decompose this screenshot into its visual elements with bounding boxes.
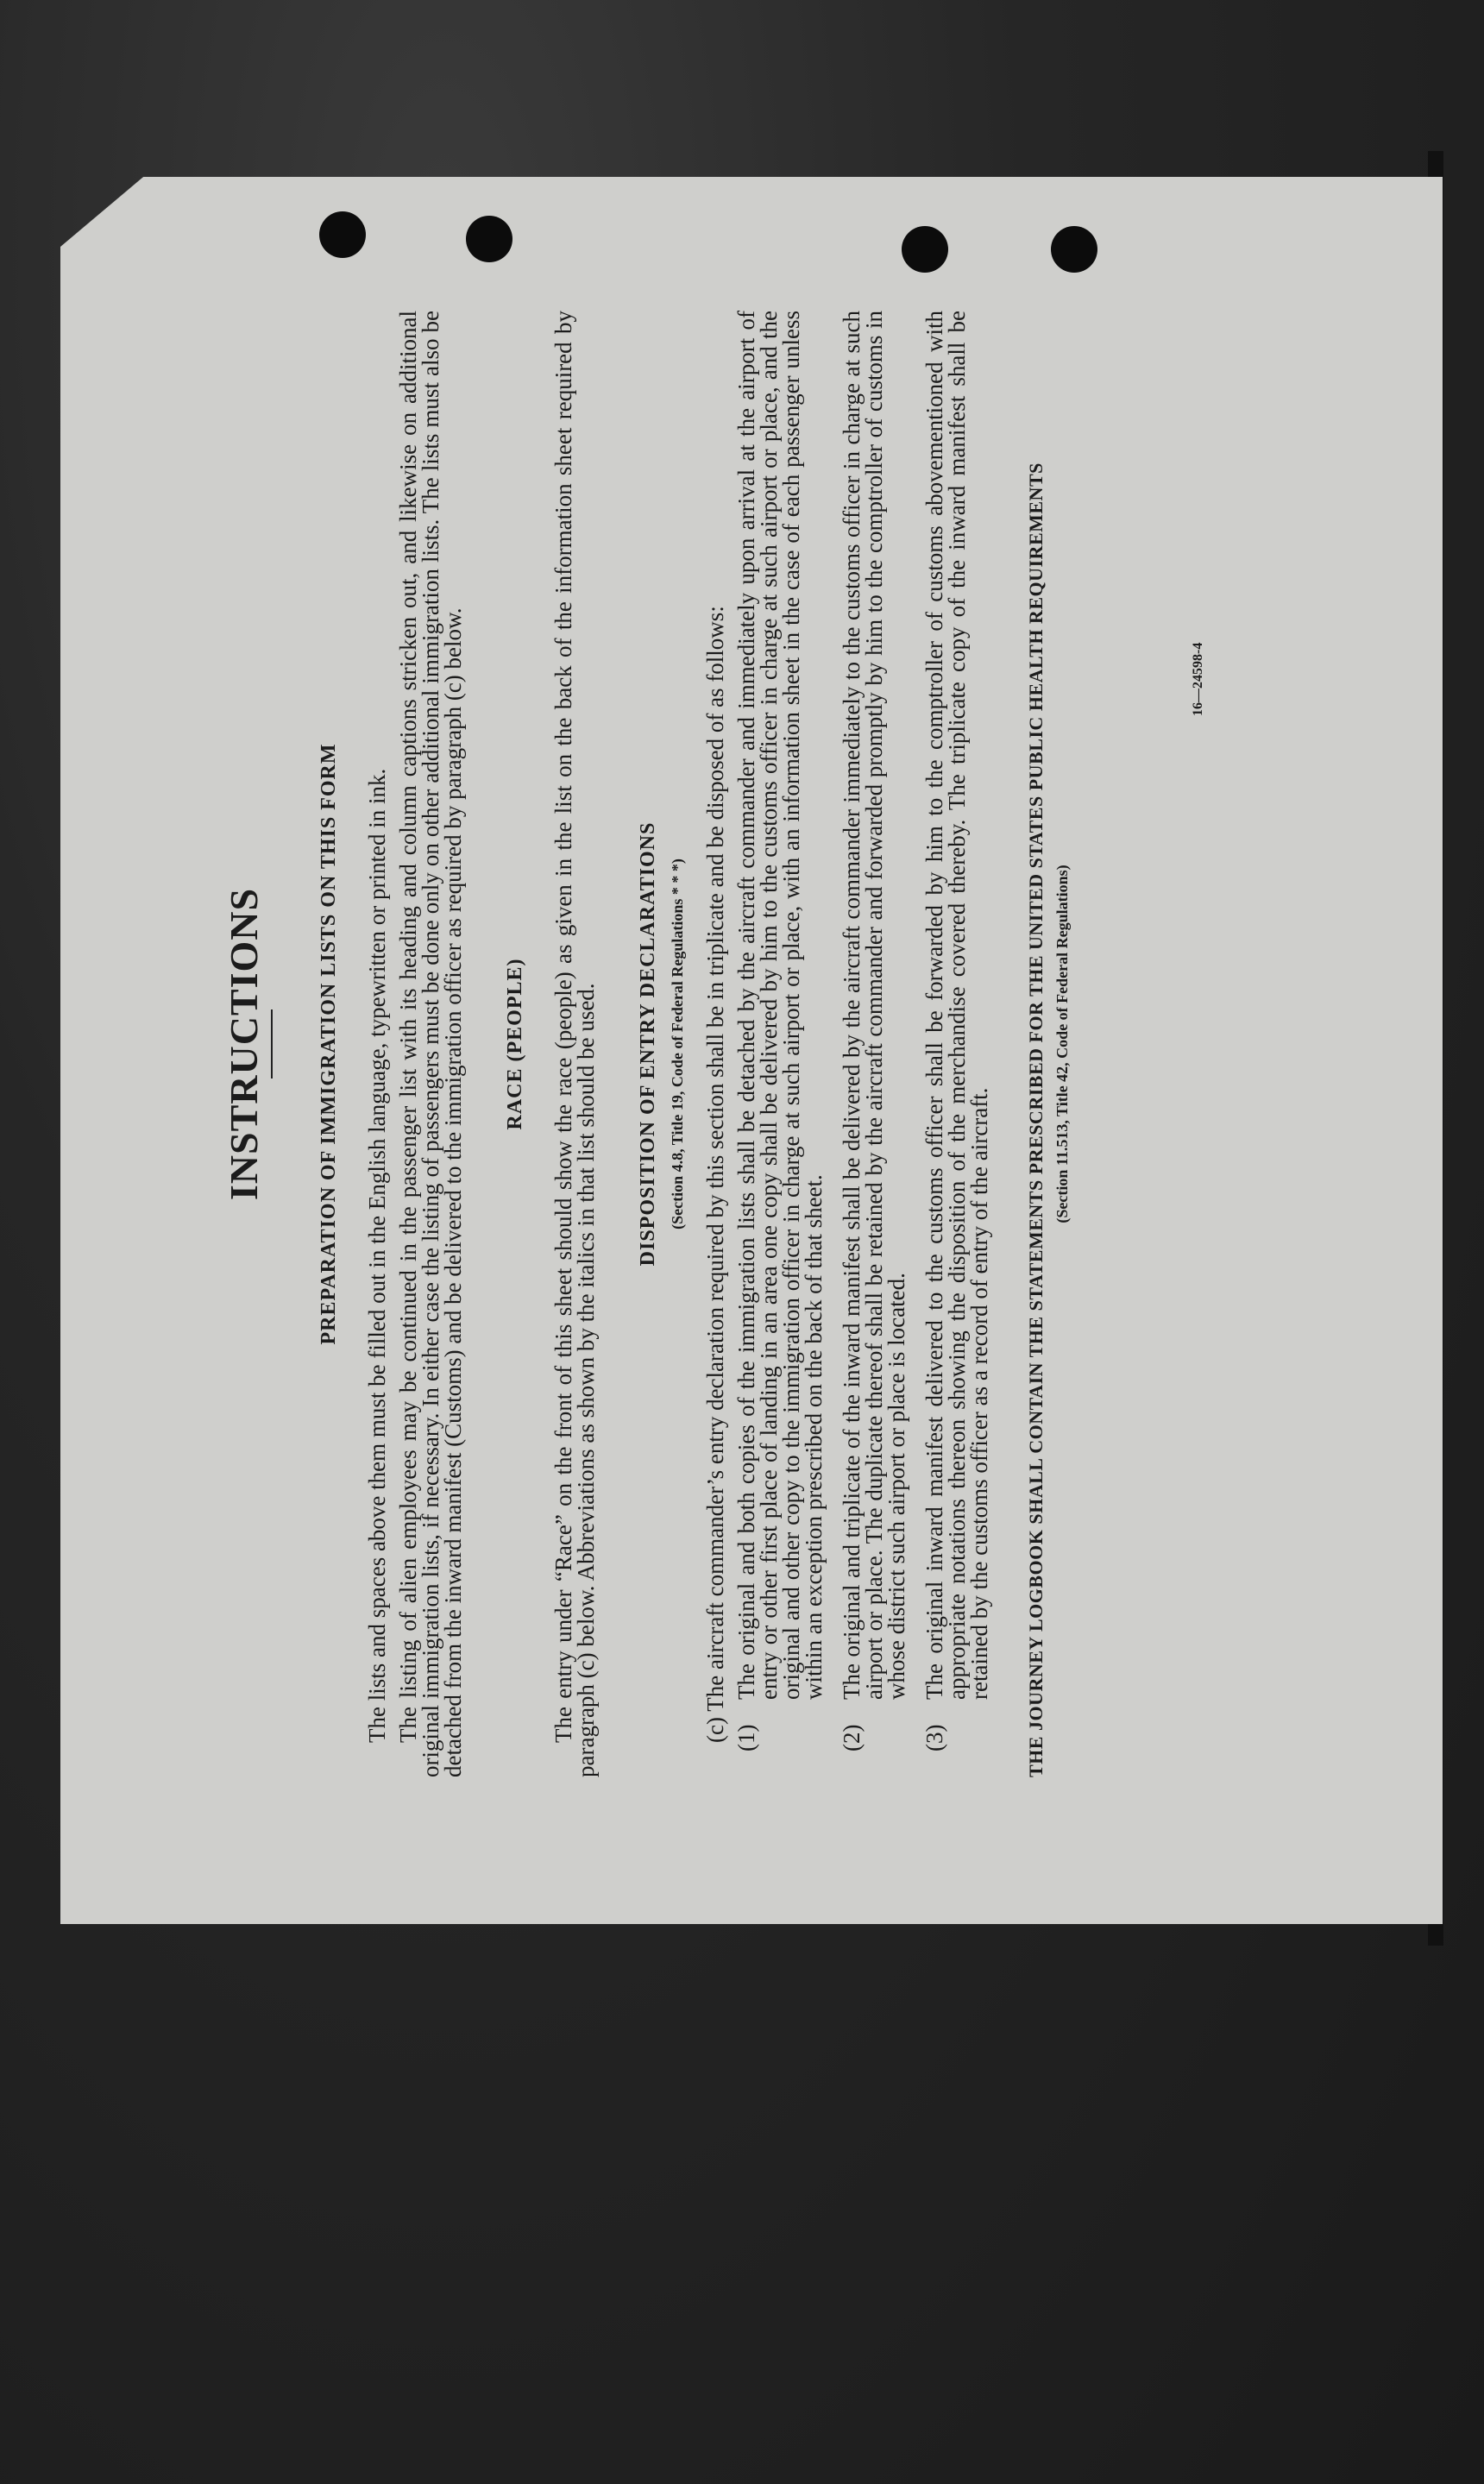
item-text: The original and both copies of the immigration lists shall be detached by the aircraft commander and immediately upon arrival at the airport of entry or other first place of landing in an area one copy shall be delivered by him to the customs officer in charge at such airport or place, and the original and other copy to the immigration officer in charge at such airport or place, with an information sheet in the case of each passenger unless within an exception prescribed on the back of that sheet. bbox=[733, 311, 827, 1700]
list-item bbox=[923, 311, 990, 1777]
document-body bbox=[222, 311, 1089, 1777]
item-text: The original inward manifest delivered to the customs officer shall be forwarded by him to the comptroller of customs abovementioned with appropriate notations thereon showing the disposition of the merchandise covered thereby. The triplicate copy of the inward manifest shall be retained by the customs officer as a record of entry of the aircraft. bbox=[921, 311, 992, 1700]
item-number: (1) bbox=[733, 1724, 759, 1751]
list-item bbox=[735, 311, 825, 1777]
rotated-page bbox=[60, 177, 1443, 1924]
title-rule bbox=[271, 1009, 273, 1078]
disposition-heading: DISPOSITION OF ENTRY DECLARATIONS bbox=[637, 821, 659, 1267]
preparation-paragraph: The lists and spaces above them must be filled out in the English language, typewritten or printed in ink. bbox=[364, 768, 390, 1743]
disposition-reference: (Section 4.8, Title 19, Code of Federal Regulations * * *) bbox=[669, 858, 686, 1229]
race-section bbox=[552, 311, 597, 1777]
preparation-heading: PREPARATION OF IMMIGRATION LISTS ON THIS FORM bbox=[318, 743, 340, 1345]
item-text: The original and triplicate of the inward manifest shall be delivered by the aircraft commander immediately to the customs officer in charge at such airport or place. The duplicate thereof shall be retained by the aircraft commander and forwarded promptly by him to the comptroller of customs in whose district such airport or place is located. bbox=[839, 311, 909, 1700]
item-number: (3) bbox=[921, 1724, 947, 1751]
race-paragraph: The entry under “Race” on the front of this sheet should show the race (people) as given in the list on the back of the information sheet required by paragraph (c) below. Abbreviations as shown by the italics in that list should be used. bbox=[550, 311, 599, 1777]
list-item bbox=[840, 311, 908, 1777]
journey-logbook-statement: THE JOURNEY LOGBOOK SHALL CONTAIN THE STATEMENTS PRESCRIBED FOR THE UNITED STATES PUBLIC HEALTH REQUIREMENTS bbox=[1025, 462, 1047, 1777]
preparation-paragraph: The listing of alien employees may be continued in the passenger list with its heading and column captions stricken out, and likewise on additional original immigration lists, if necessary. In either case the listing of passengers must be done only on other additional immigration lists. The lists must also be detached from the inward manifest (Customs) and be delivered to the immigration officer as required by paragraph (c) below. bbox=[395, 311, 466, 1777]
journey-reference: (Section 11.513, Title 42, Code of Federal Regulations) bbox=[1053, 865, 1071, 1223]
disposition-intro: (c) The aircraft commander’s entry declaration required by this section shall be in triplicate and be disposed of as follows: bbox=[702, 606, 728, 1743]
form-code: 16—24598-4 bbox=[1191, 642, 1205, 716]
race-heading: RACE (PEOPLE) bbox=[504, 958, 526, 1130]
item-number: (2) bbox=[839, 1724, 865, 1751]
preparation-section bbox=[366, 311, 464, 1777]
page-title: INSTRUCTIONS bbox=[222, 887, 266, 1201]
